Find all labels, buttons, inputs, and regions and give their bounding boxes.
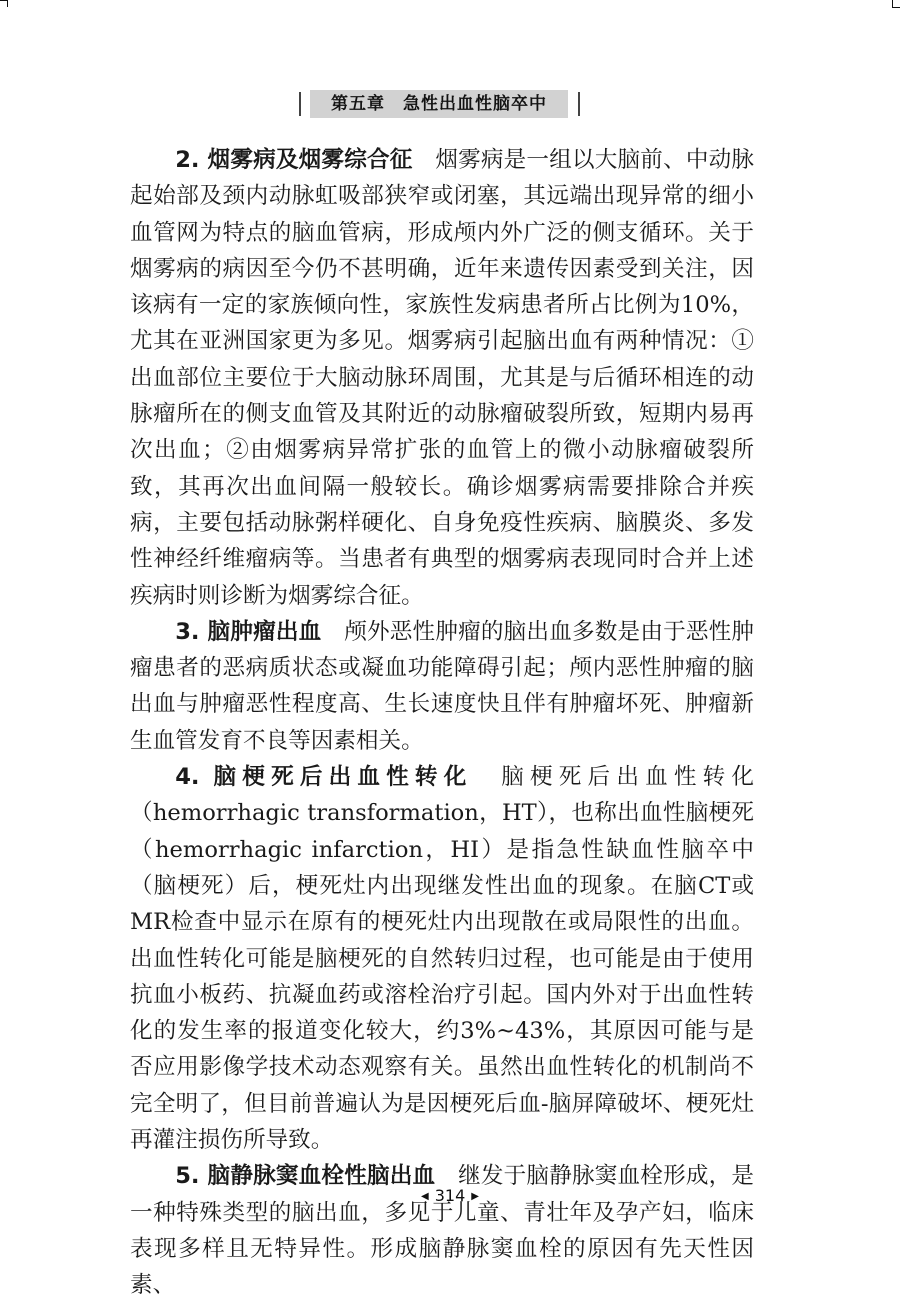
section-heading: 4. 脑梗死后出血性转化: [175, 764, 473, 791]
left-triangle-icon: ◀: [421, 1191, 429, 1202]
body-text: [130, 142, 754, 1304]
crop-mark-top-right-horizontal: [892, 7, 900, 8]
paragraph-moyamoya: [130, 142, 754, 614]
paragraph-text: 继发于脑静脉窦血栓形成，是一种特殊类型的脑出血，多见于儿童、青壮年及孕产妇，临床表现多样且无特异性。形成脑静脉窦血栓的原因有先天性因素、: [130, 1163, 755, 1299]
header-right-rule: [578, 92, 580, 116]
paragraph-text: 烟雾病是一组以大脑前、中动脉起始部及颈内动脉虹吸部狭窄或闭塞，其远端出现异常的细小血管网为特点的脑血管病，形成颅内外广泛的侧支循环。关于烟雾病的病因至今仍不甚明确，近年来遗传因素受到关注，因该病有一定的家族倾向性，家族性发病患者所占比例为10%，尤其在亚洲国家更为多见。烟雾病引起脑出血有两种情况：①出血部位主要位于大脑动脉环周围，尤其是与后循环相连的动脉瘤所在的侧支血管及其附近的动脉瘤破裂所致，短期内易再次出血；②由烟雾病异常扩张的血管上的微小动脉瘤破裂所致，其再次出血间隔一般较长。确诊烟雾病需要排除合并疾病，主要包括动脉粥样硬化、自身免疫性疾病、脑膜炎、多发性神经纤维瘤病等。当患者有典型的烟雾病表现同时合并上述疾病时则诊断为烟雾综合征。: [130, 147, 755, 609]
section-heading: 5. 脑静脉窦血栓性脑出血: [175, 1163, 436, 1190]
right-triangle-icon: ▶: [471, 1191, 479, 1202]
running-header: [0, 90, 900, 118]
crop-mark-top-left: [0, 0, 7, 1]
paragraph-venous-sinus-thrombosis: [130, 1158, 754, 1303]
page-number: 314: [434, 1186, 466, 1205]
header-left-rule: [299, 92, 301, 116]
paragraph-text: 颅外恶性肿瘤的脑出血多数是由于恶性肿瘤患者的恶病质状态或凝血功能障碍引起；颅内恶性肿瘤的脑出血与肿瘤恶性程度高、生长速度快且伴有肿瘤坏死、肿瘤新生血管发育不良等因素相关。: [130, 618, 755, 754]
section-heading: 3. 脑肿瘤出血: [175, 618, 322, 645]
paragraph-brain-tumor-hemorrhage: [130, 614, 754, 759]
paragraph-text: 脑梗死后出血性转化（hemorrhagic transformation，HT），也称出血性脑梗死（hemorrhagic infarction，HI）是指急性缺血性脑卒中（脑梗死）后，梗死灶内出现继发性出血的现象。在脑CT或MR检查中显示在原有的梗死灶内出现散在或局限性的出血。出血性转化可能是脑梗死的自然转归过程，也可能是由于使用抗血小板药、抗凝血药或溶栓治疗引起。国内外对于出血性转化的发生率的报道变化较大，约3%~43%，其原因可能与是否应用影像学技术动态观察有关。虽然出血性转化的机制尚不完全明了，但目前普遍认为是因梗死后血-脑屏障破坏、梗死灶再灌注损伤所导致。: [130, 764, 755, 1154]
section-heading: 2. 烟雾病及烟雾综合征: [175, 147, 413, 173]
crop-mark-top-right: [892, 0, 893, 7]
chapter-title: 第五章 急性出血性脑卒中: [310, 90, 568, 118]
crop-mark-top-left-vertical: [7, 0, 8, 7]
paragraph-hemorrhagic-transformation: [130, 759, 754, 1158]
page-footer: [0, 1186, 900, 1205]
